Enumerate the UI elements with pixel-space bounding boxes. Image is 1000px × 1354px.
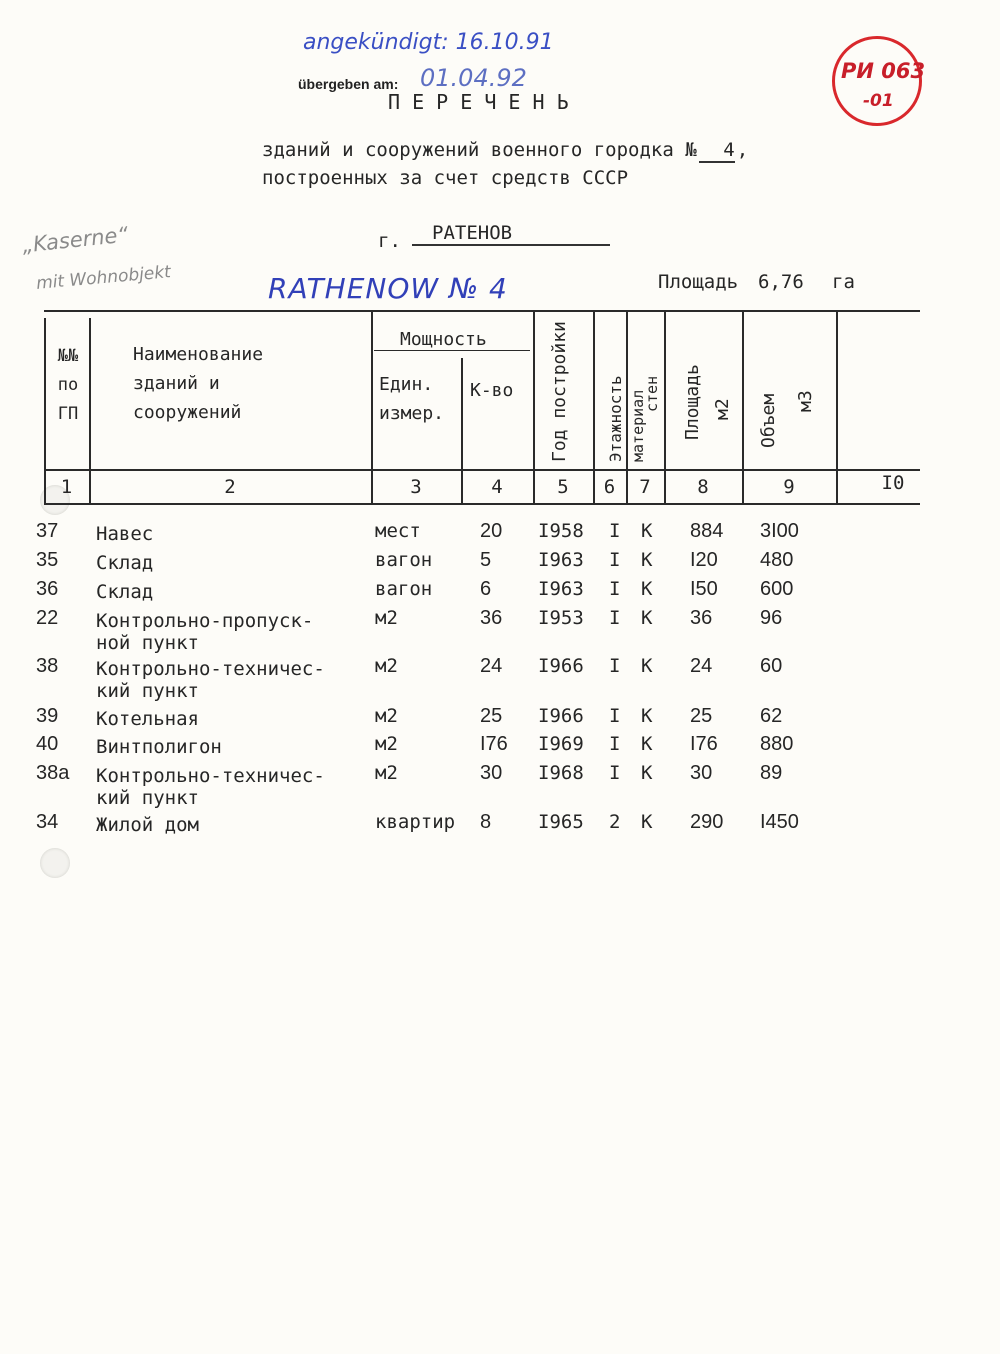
cell-unit: квартир <box>375 811 456 833</box>
cell-name: Контрольно-техничес- <box>96 765 325 787</box>
col-number: 2 <box>224 476 236 498</box>
col-line-4 <box>533 312 535 503</box>
stamp-line-2: -01 <box>863 91 894 111</box>
cell-gp: 22 <box>36 607 59 629</box>
cell-name: Склад <box>96 581 154 603</box>
col-number: 6 <box>603 476 616 498</box>
cell-unit: м2 <box>375 705 398 727</box>
cell-year: I968 <box>538 762 584 784</box>
cell-year: I966 <box>538 705 584 727</box>
cell-gp: 35 <box>36 549 59 571</box>
cell-name: кий пункт <box>96 787 199 809</box>
cell-area: 30 <box>690 762 713 784</box>
cell-year: I965 <box>538 811 584 833</box>
cell-qty: 8 <box>480 811 492 833</box>
location-handwritten: RATHENOW № 4 <box>268 272 508 305</box>
handed-over-label: übergeben am: <box>298 76 399 92</box>
cell-year: I963 <box>538 549 584 571</box>
cell-floors: I <box>609 762 621 784</box>
area-value: 6,76 <box>758 271 804 293</box>
col-header-name-line: сооружений <box>133 402 242 423</box>
col-header-year: Год постройки <box>549 321 570 462</box>
cell-volume: 96 <box>760 607 783 629</box>
col-header-floors: Этажность <box>606 375 625 462</box>
handed-over-date: 01.04.92 <box>420 64 527 92</box>
city-label: г. <box>378 230 401 252</box>
cell-floors: I <box>609 705 621 727</box>
cell-qty: 36 <box>480 607 503 629</box>
subtitle-prefix: зданий и сооружений военного городка № <box>262 139 697 161</box>
cell-area: 884 <box>690 520 724 542</box>
col-header-volume-unit: м3 <box>795 390 816 412</box>
cell-material: К <box>641 705 653 727</box>
cell-volume: 600 <box>760 578 794 600</box>
cell-gp: 39 <box>36 705 59 727</box>
cell-material: К <box>641 655 653 677</box>
cell-year: I966 <box>538 655 584 677</box>
cell-area: 36 <box>690 607 713 629</box>
col-line-8 <box>742 312 744 503</box>
cell-floors: I <box>609 655 621 677</box>
cell-year: I969 <box>538 733 584 755</box>
col-header-walls: стен <box>643 375 661 412</box>
col-header-capacity: Мощность <box>400 329 487 350</box>
cell-unit: мест <box>375 520 421 542</box>
cell-unit: м2 <box>375 733 398 755</box>
cell-volume: 3I00 <box>760 520 799 542</box>
col-header-unit-line: Един. <box>379 374 434 395</box>
cell-material: К <box>641 733 653 755</box>
cell-year: I963 <box>538 578 584 600</box>
announced-annotation: angekündigt: 16.10.91 <box>303 30 554 55</box>
subtitle-line-1 <box>262 139 748 163</box>
col-header-qty: К-во <box>470 380 514 401</box>
cell-volume: 880 <box>760 733 794 755</box>
cell-name: кий пункт <box>96 680 199 702</box>
col-line-7 <box>664 312 666 503</box>
col-header-name-line: Наименование <box>133 344 264 365</box>
cell-floors: I <box>609 607 621 629</box>
area-label: Площадь <box>658 271 739 293</box>
cell-volume: 60 <box>760 655 783 677</box>
cell-material: К <box>641 762 653 784</box>
col-line-5 <box>593 312 595 503</box>
col-number: 4 <box>491 476 503 498</box>
subtitle-line-2: построенных за счет средств СССР <box>262 167 629 189</box>
cell-unit: вагон <box>375 549 433 571</box>
cell-area: I76 <box>690 733 718 755</box>
cell-volume: 89 <box>760 762 783 784</box>
col-line-6 <box>626 312 628 503</box>
col-header-name-line: зданий и <box>133 373 220 394</box>
col-number: I0 <box>881 472 905 494</box>
col-header-gp-line: №№ <box>57 346 79 366</box>
cell-name: Склад <box>96 552 154 574</box>
cell-unit: м2 <box>375 762 398 784</box>
cell-qty: 30 <box>480 762 503 784</box>
col-header-unit-line: измер. <box>379 403 445 424</box>
col-number: 5 <box>557 476 569 498</box>
cell-area: 24 <box>690 655 713 677</box>
col-header-gp-line: по <box>57 375 79 395</box>
cell-qty: 20 <box>480 520 503 542</box>
cell-qty: 24 <box>480 655 503 677</box>
col-header-area-unit: м2 <box>712 398 733 420</box>
cell-qty: I76 <box>480 733 508 755</box>
archive-stamp <box>832 36 926 126</box>
area-unit: га <box>832 271 855 293</box>
cell-material: К <box>641 549 653 571</box>
col-header-volume: Объем <box>758 393 779 448</box>
cell-name: Жилой дом <box>96 814 199 836</box>
kaserne-annotation: „Kaserne“ <box>21 222 130 258</box>
cell-name: Навес <box>96 523 154 545</box>
cell-area: I20 <box>690 549 718 571</box>
col-number: 8 <box>697 476 709 498</box>
cell-unit: м2 <box>375 655 398 677</box>
col-header-unit <box>379 370 444 428</box>
cell-volume: I450 <box>760 811 799 833</box>
cell-name: Контрольно-техничес- <box>96 658 325 680</box>
table-top-line <box>44 310 920 312</box>
cell-floors: 2 <box>609 811 621 833</box>
col-header-area: Площадь <box>682 364 703 440</box>
town-number: 4 <box>699 139 735 163</box>
cell-floors: I <box>609 578 621 600</box>
cell-gp: 34 <box>36 811 59 833</box>
punch-hole-bottom <box>40 848 70 878</box>
cell-qty: 5 <box>480 549 492 571</box>
cell-year: I953 <box>538 607 584 629</box>
col-number: 3 <box>410 476 422 498</box>
table-numbers-bottom-line <box>44 503 920 505</box>
cell-area: I50 <box>690 578 718 600</box>
cell-unit: м2 <box>375 607 398 629</box>
table-header-divider <box>44 469 920 471</box>
cell-gp: 38а <box>36 762 70 784</box>
col-header-gp-line: ГП <box>57 404 79 424</box>
cell-name: Котельная <box>96 708 199 730</box>
col-header-material: материал <box>629 389 647 462</box>
cell-material: К <box>641 520 653 542</box>
cell-volume: 62 <box>760 705 783 727</box>
cell-material: К <box>641 811 653 833</box>
cell-volume: 480 <box>760 549 794 571</box>
cell-name: Контрольно-пропуск- <box>96 610 314 632</box>
col-line-2 <box>371 312 373 503</box>
col-header-gp <box>48 342 88 429</box>
col-number: 1 <box>60 476 73 498</box>
cell-name: ной пункт <box>96 632 199 654</box>
cell-material: К <box>641 607 653 629</box>
cell-unit: вагон <box>375 578 433 600</box>
kaserne-sub-annotation: mit Wohnobjekt <box>35 262 172 294</box>
cell-qty: 25 <box>480 705 503 727</box>
cell-area: 25 <box>690 705 713 727</box>
cell-gp: 37 <box>36 520 59 542</box>
cell-name: Винтполигон <box>96 736 222 758</box>
col-number: 7 <box>639 476 651 498</box>
col-header-name <box>133 340 263 427</box>
cell-gp: 40 <box>36 733 59 755</box>
cell-floors: I <box>609 520 621 542</box>
cell-area: 290 <box>690 811 724 833</box>
col-number: 9 <box>783 476 795 498</box>
city-name: РАТЕНОВ <box>412 222 610 246</box>
cell-gp: 36 <box>36 578 59 600</box>
cell-qty: 6 <box>480 578 492 600</box>
cell-year: I958 <box>538 520 584 542</box>
cell-floors: I <box>609 549 621 571</box>
cell-material: К <box>641 578 653 600</box>
cell-gp: 38 <box>36 655 59 677</box>
document-title: П Е Р Е Ч Е Н Ь <box>388 90 569 114</box>
stamp-line-1: РИ 063 <box>841 59 926 83</box>
cell-floors: I <box>609 733 621 755</box>
subtitle-suffix: , <box>736 139 749 161</box>
